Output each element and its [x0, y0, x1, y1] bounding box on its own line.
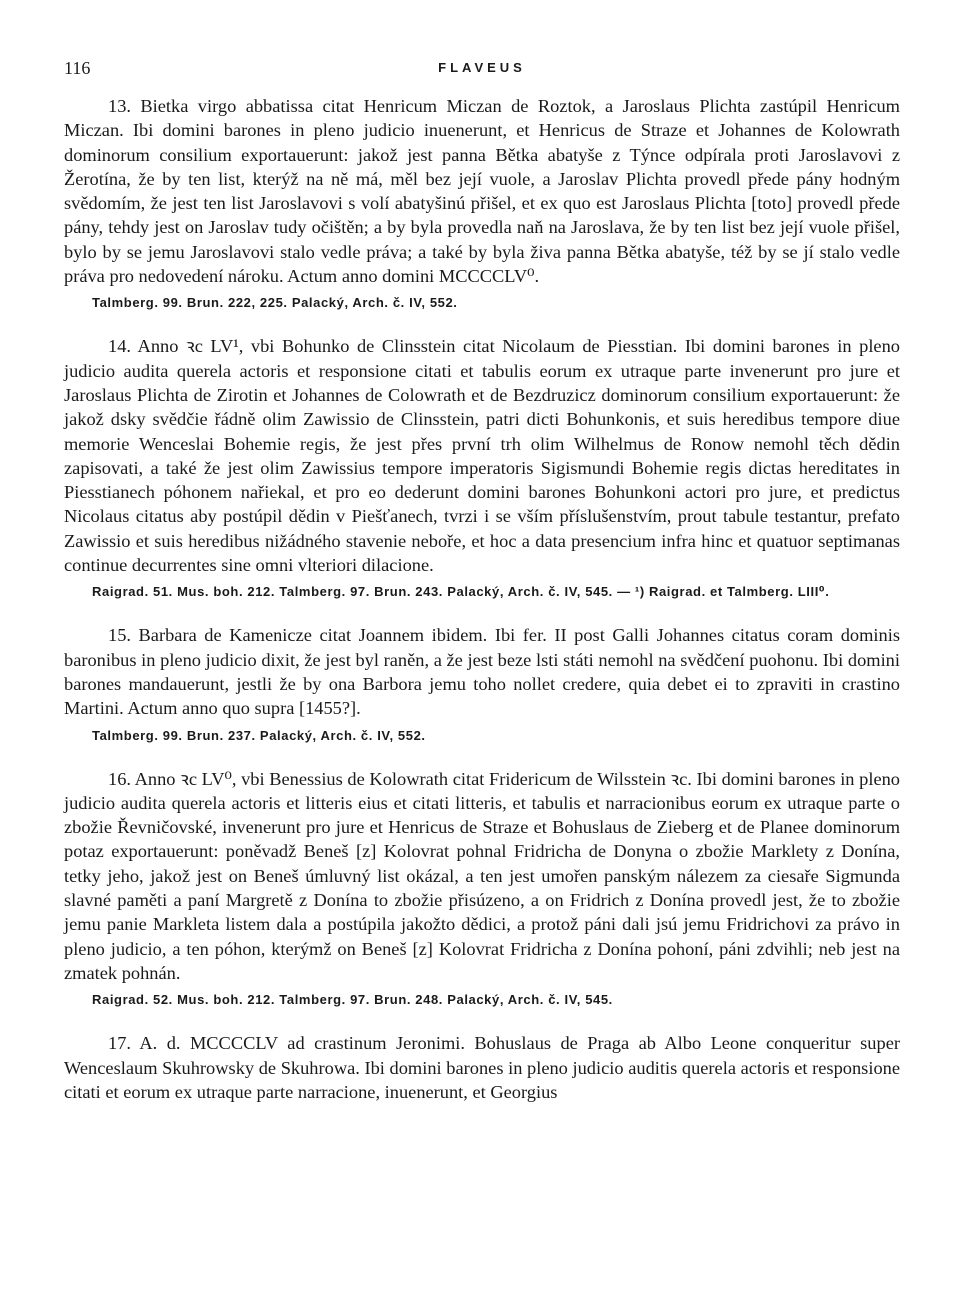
entry-16: [64, 767, 900, 1012]
page-header: [64, 58, 900, 84]
entry-15: [64, 623, 900, 746]
source-citation: Talmberg. 99. Brun. 237. Palacký, Arch. č. IV, 552.: [92, 727, 426, 743]
entry-paragraph: 15. Barbara de Kamenicze citat Joannem ibidem. Ibi fer. II post Galli Johannes citatus coram dominis baronibus in pleno judicio dixit, že jest byl raněn, a že jest beze lsti státi nemohl na svědčení puohonu. Ibi domini barones mandauerunt, jestli že by ona Barbora jemu toho nollet credere, quia debet ei to zpraviti in crastino Martini. Actum anno quo supra [1455?].: [64, 625, 900, 719]
entry-17: [64, 1031, 900, 1104]
entry-paragraph: 17. A. d. MCCCCLV ad crastinum Jeronimi. Bohuslaus de Praga ab Albo Leone conqueritur super Wenceslaum Skuhrowsky de Skuhrowa. Ibi domini barones in pleno judicio auditis querela actoris et responsione citati et eorum ex utraque parte narracione, inuenerunt, et Georgius: [64, 1033, 900, 1102]
entry-13: [64, 94, 900, 314]
entry-paragraph: 13. Bietka virgo abbatissa citat Henricum Miczan de Roztok, a Jaroslaus Plichta zastúpil Henricum Miczan. Ibi domini barones in pleno judicio inuenerunt, et Henricus de Straze et Johannes de Kolowrath dominorum consilium exportauerunt: jakož jest panna Bětka abatyše z Týnce odpírala proti Jaroslavovi z Žerotína, že by ten list, kterýž na ně má, měl bez její vuole, a Jaroslav Plichta provedl přede pány hodným svědomím, že jest ten list Jaroslavovi s volí abatyšinú přišel, et ex quo est Jaroslaus Plichta [toto] provedl přede pány, tehdy jest on Jaroslav tudy očištěn; a by byla provedla naň na Jaroslava, že by ten list bez její vuole přišel, bylo by se jemu Jaroslavovi stalo vedle práva; a také by byla živa panna Bětka abatyše, též by se jí stalo vedle práva pro nedovedení nároku. Actum anno domini MCCCCLV⁰.: [64, 96, 900, 287]
body-text: [64, 94, 900, 1124]
entry-14: [64, 334, 900, 603]
entry-paragraph: 16. Anno ꝛc LV⁰, vbi Benessius de Kolowrath citat Fridericum de Wilsstein ꝛc. Ibi domini barones in pleno judicio audita querela actoris et litteris eius et citati litteris, et tabulis et narracionibus eorum ex utraque parte o zbožie Řevničovské, invenerunt pro jure et Henricus de Straze et Bohuslaus de Zieberg et de Planee dominorum potaz exportauerunt: poněvadž Beneš [z] Kolovrat pohnal Fridricha de Donyna o zbožie Marklety z Donína, tetky jeho, jakož jest on Beneš úmluvný list okázal, a ten jest umořen panským nálezem za ciesaře Sigmunda slavné paměti a paní Margretě z Donína to zbožie přisúzeno, a on Fridrich z Donína provedl jest, že to zbožie jemu panie Markleta listem dala a postúpila jakožto dědici, a protož páni dali jsú jemu Fridrichovi za právo in pleno judicio, a ten póhon, kterýmž on Beneš [z] Kolovrat Fridricha z Donína pohoní, páni zdvihli; neb jest na zmatek pohnán.: [64, 768, 900, 983]
running-title: FLAVEUS: [438, 60, 526, 75]
source-citation: Talmberg. 99. Brun. 222, 225. Palacký, Arch. č. IV, 552.: [92, 295, 458, 311]
entry-paragraph: 14. Anno ꝛc LV¹, vbi Bohunko de Clinsstein citat Nicolaum de Piesstian. Ibi domini barones in pleno judicio audita querela actoris et responsione citati et tabulis eorum ex utraque parte invenerunt pro jure et Jaroslaus Plichta de Zirotin et Johannes de Colowrath et de Bezdruzicz dominorum consilium exportauerunt: že jakož dsky svědčie řádně olim Zawissio de Clinsstein, patri dicti Bohunkonis, et suis heredibus tempore diue memorie Wenceslai Bohemie regis, že jest přes první trh olim Wilhelmus de Ronow nemohl těch dědin zapisovati, a také že jest olim Zawissius tempore imperatoris Sigismundi Bohemie regis dictas hereditates in Piesstianech póhonem nařiekal, et pro eo dederunt domini barones Bohunkoni actori pro jure, et predictus Nicolaus citatus aby postúpil dědin v Piešťanech, tvrzi i se vším příslušenstvím, prout tabule testantur, prefato Zawissio et suis heredibus nižádného stavenie neboře, et hoc a data presencium infra hinc et quatuor septimanas continue decurrentes sine omni vlteriori dilacione.: [64, 336, 900, 576]
source-citation: Raigrad. 51. Mus. boh. 212. Talmberg. 97. Brun. 243. Palacký, Arch. č. IV, 545. — ¹) Raigrad. et Talmberg. LIII⁰.: [92, 584, 830, 600]
page-number: 116: [64, 58, 91, 78]
source-citation: Raigrad. 52. Mus. boh. 212. Talmberg. 97. Brun. 248. Palacký, Arch. č. IV, 545.: [92, 992, 613, 1008]
